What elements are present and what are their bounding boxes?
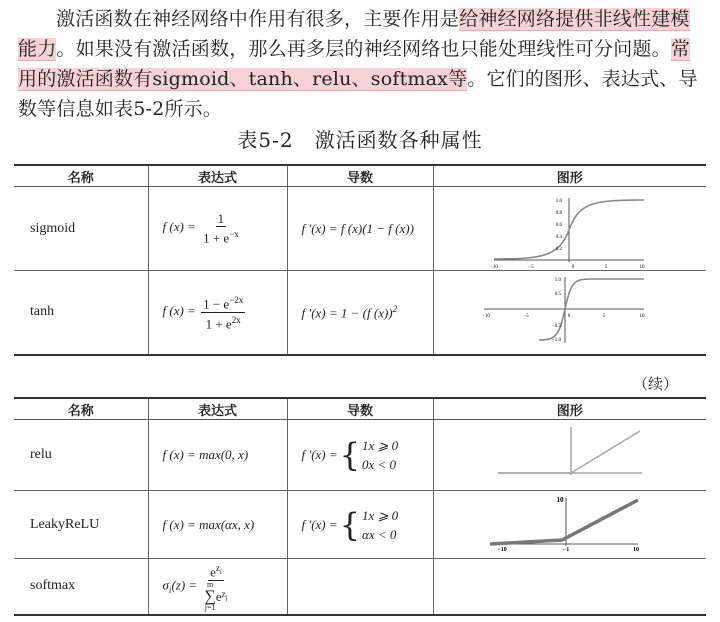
- svg-text:−10: −10: [481, 314, 490, 320]
- para-highlight-2: 常用的激活函数有sigmoid、tanh、relu、softmax等: [18, 38, 691, 90]
- leakyrelu-curve: [490, 500, 638, 544]
- svg-text:1.0: 1.0: [555, 198, 562, 204]
- table-row-softmax: [14, 559, 706, 615]
- svg-text:−10: −10: [496, 546, 507, 553]
- relu-plot: [434, 421, 706, 490]
- continued-label: （续）: [632, 375, 678, 393]
- softmax-derivative: [287, 559, 433, 615]
- svg-text:−1.0: −1.0: [551, 338, 561, 344]
- sigmoid-expression: f (x) = $\frac{1}{1 + e^{-x}}$: [148, 187, 287, 271]
- svg-text:5: 5: [604, 264, 607, 270]
- softmax-name: softmax: [14, 559, 148, 615]
- intro-paragraph: [18, 4, 708, 124]
- header-derivative-2: 导数: [287, 398, 433, 420]
- relu-expression: f (x) = max(0, x): [148, 420, 287, 491]
- relu-curve: [571, 431, 640, 473]
- svg-text:1.0: 1.0: [554, 278, 561, 284]
- svg-text:0.5: 0.5: [554, 292, 561, 298]
- svg-text:0.4: 0.4: [555, 234, 562, 240]
- svg-text:10: 10: [632, 546, 639, 553]
- softmax-expression: $\sigma_i(z)$ = $e^{z_i}$ m ∑ j=1 e $z_j$: [148, 559, 287, 615]
- header-expression-2: 表达式: [148, 398, 287, 420]
- tanh-derivative: f ′(x) = 1 − (f (x))$^2$: [287, 271, 433, 355]
- svg-text:0: 0: [567, 314, 570, 320]
- leakyrelu-graph: [433, 491, 706, 559]
- para-text-3: 。它们的图形、表达式、导数等信息如表5-2所示。: [18, 68, 698, 120]
- svg-text:−1: −1: [562, 546, 569, 553]
- svg-text:−0.5: −0.5: [551, 324, 561, 330]
- table-row-relu: [14, 420, 706, 491]
- relu-graph: [433, 420, 706, 491]
- svg-text:0.8: 0.8: [555, 210, 562, 216]
- header-name-2: 名称: [14, 398, 148, 420]
- svg-text:0.6: 0.6: [555, 222, 562, 228]
- relu-name: relu: [14, 420, 148, 491]
- leakyrelu-name: LeakyReLU: [14, 491, 148, 559]
- activation-table-part1: [14, 164, 706, 356]
- softmax-graph: [433, 559, 706, 615]
- tanh-name: tanh: [14, 271, 148, 355]
- table-header-row: [14, 165, 706, 187]
- header-name: 名称: [14, 165, 148, 187]
- svg-text:0.2: 0.2: [555, 246, 562, 252]
- leakyrelu-plot: [434, 492, 706, 558]
- tanh-graph: [433, 271, 706, 355]
- header-expression: 表达式: [148, 165, 287, 187]
- sigmoid-graph: [433, 187, 706, 271]
- activation-table-part2: [14, 397, 706, 616]
- para-text-2: 。如果没有激活函数，那么再多层的神经网络也只能处理线性可分问题。: [56, 38, 671, 60]
- relu-derivative: f ′(x) = { 1x ⩾ 0 0x < 0: [287, 420, 433, 491]
- svg-text:0: 0: [571, 264, 574, 270]
- leakyrelu-expression: f (x) = max(αx, x): [148, 491, 287, 559]
- tanh-plot: [434, 271, 706, 353]
- sigmoid-name: sigmoid: [14, 187, 148, 271]
- table-row-leakyrelu: [14, 491, 706, 559]
- svg-text:−5: −5: [527, 264, 534, 270]
- tanh-expression: f (x) = $\frac{1 - e^{-2x}}{1 + e^{2x}}$: [148, 271, 287, 355]
- svg-text:−10: −10: [489, 264, 498, 270]
- sigmoid-derivative: f ′(x) = f (x)(1 − f (x)): [287, 187, 433, 271]
- svg-text:−5: −5: [522, 314, 529, 320]
- table-header-row-2: [14, 398, 706, 420]
- para-text-1: 激活函数在神经网络中作用有很多，主要作用是: [56, 8, 460, 30]
- leakyrelu-derivative: f ′(x) = { 1x ⩾ 0 αx < 0: [287, 491, 433, 559]
- header-graph: 图形: [433, 165, 706, 187]
- svg-text:10: 10: [639, 314, 644, 320]
- table-caption: 表5-2 激活函数各种属性: [237, 128, 483, 152]
- header-graph-2: 图形: [433, 398, 706, 420]
- sigmoid-plot: [434, 188, 706, 270]
- svg-text:5: 5: [602, 314, 605, 320]
- table-row-tanh: [14, 271, 706, 355]
- svg-text:10: 10: [556, 495, 563, 504]
- para-highlight-1: 给神经网络提供非线性建模能力: [18, 8, 690, 60]
- table-row-sigmoid: [14, 187, 706, 271]
- svg-text:10: 10: [639, 264, 644, 270]
- header-derivative: 导数: [287, 165, 433, 187]
